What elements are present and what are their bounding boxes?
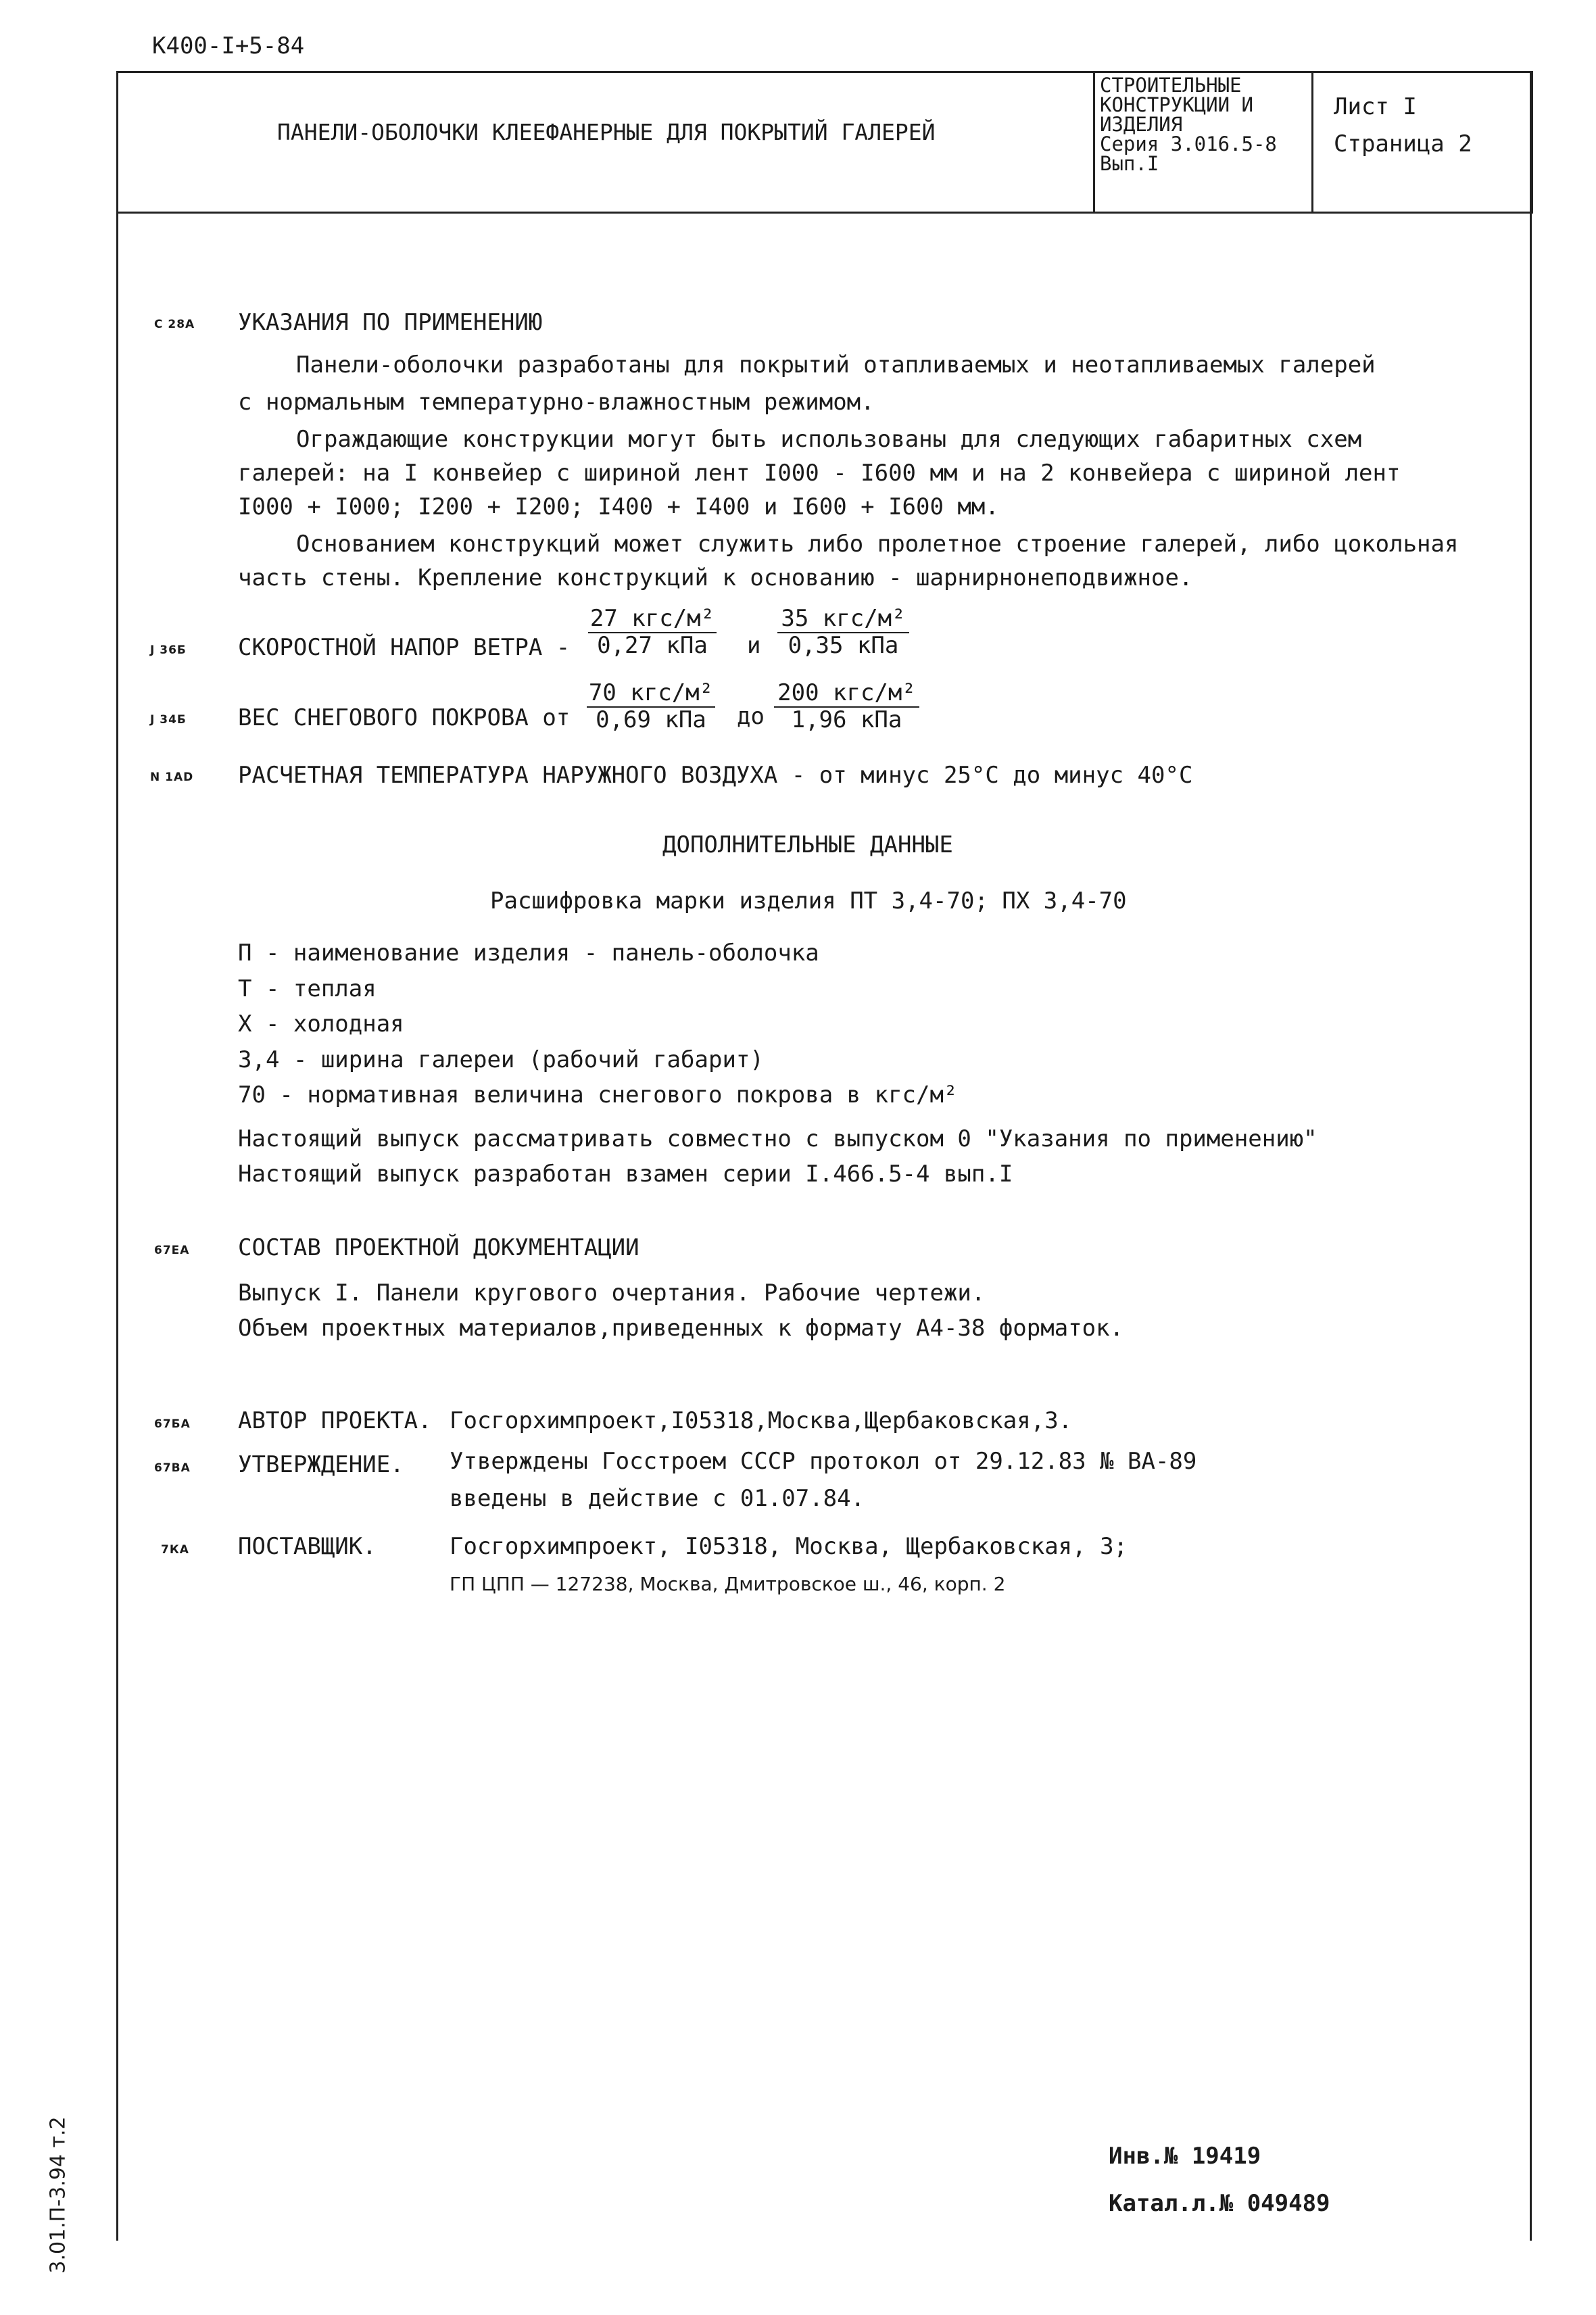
wind-fraction	[588, 605, 717, 658]
fraction-denominator: 0,27 кПа	[597, 632, 708, 659]
document-code: К400-I+5-84	[152, 32, 305, 59]
supplier-label: ПОСТАВЩИК.	[238, 1533, 377, 1560]
page-number: Страница 2	[1334, 130, 1472, 157]
fraction-denominator: 0,35 кПа	[788, 632, 899, 659]
classification-code: J 36Б	[150, 643, 187, 657]
title-block-divider	[1093, 73, 1095, 212]
series-line: КОНСТРУКЦИИ И	[1100, 93, 1253, 116]
series-line: Вып.I	[1100, 152, 1159, 175]
paragraph-line: Объем проектных материалов,приведенных к формату А4-38 форматок.	[238, 1315, 1124, 1342]
snow-fraction	[587, 679, 715, 732]
classification-code: 67ЕА	[154, 1244, 190, 1257]
approval-label: УТВЕРЖДЕНИЕ.	[238, 1451, 404, 1478]
classification-code: 67БА	[154, 1417, 191, 1431]
series-line: ИЗДЕЛИЯ	[1100, 113, 1183, 136]
list-item: 3,4 - ширина галереи (рабочий габарит)	[238, 1046, 764, 1073]
paragraph-line: часть стены. Крепление конструкций к основанию - шарнирнонеподвижное.	[238, 564, 1193, 591]
paragraph-line: с нормальным температурно-влажностным режимом.	[238, 389, 875, 416]
note-line: Настоящий выпуск рассматривать совместно с выпуском 0 "Указания по применению"	[238, 1125, 1317, 1152]
series-line: Серия 3.016.5-8	[1100, 132, 1277, 155]
paragraph-line: Основанием конструкций может служить либо пролетное строение галерей, либо цокольная	[296, 531, 1459, 558]
snow-to: до	[737, 703, 765, 730]
classification-code: 67ВА	[154, 1461, 191, 1475]
note-line: Настоящий выпуск разработан взамен серии I.466.5-4 вып.I	[238, 1161, 1013, 1188]
classification-code: 7КА	[161, 1543, 189, 1557]
author-value: Госгорхимпроект,I05318,Москва,Щербаковская,3.	[450, 1407, 1073, 1434]
author-label: АВТОР ПРОЕКТА.	[238, 1407, 432, 1434]
side-stamp: 3.01.П-3.94 т.2	[46, 2116, 70, 2274]
series-line: СТРОИТЕЛЬНЫЕ	[1100, 74, 1242, 97]
title-block	[116, 71, 1533, 214]
section-heading: ДОПОЛНИТЕЛЬНЫЕ ДАННЫЕ	[662, 831, 953, 858]
classification-code: J 34Б	[150, 713, 187, 727]
list-item: П - наименование изделия - панель-оболочка	[238, 940, 819, 967]
catalog-number: Катал.л.№ 049489	[1109, 2190, 1330, 2217]
frame-right-border	[1530, 71, 1532, 2241]
wind-and: и	[747, 632, 761, 659]
fraction-numerator: 70 кгс/м²	[588, 679, 714, 706]
approval-line: введены в действие с 01.07.84.	[450, 1485, 865, 1512]
document-title: ПАНЕЛИ-ОБОЛОЧКИ КЛЕЕФАНЕРНЫЕ ДЛЯ ПОКРЫТИЙ ГАЛЕРЕЙ	[277, 119, 936, 145]
approval-line: Утверждены Госстроем СССР протокол от 29.12.83 № ВА-89	[450, 1448, 1197, 1475]
list-item: Х - холодная	[238, 1010, 404, 1038]
section-heading: УКАЗАНИЯ ПО ПРИМЕНЕНИЮ	[238, 309, 543, 336]
frame-left-border	[116, 71, 118, 2241]
paragraph-line: Выпуск I. Панели кругового очертания. Рабочие чертежи.	[238, 1280, 986, 1307]
fraction-denominator: 1,96 кПа	[791, 706, 902, 733]
fraction-numerator: 27 кгс/м²	[589, 605, 715, 632]
series-info	[1100, 76, 1277, 174]
classification-code: С 28А	[154, 318, 195, 331]
list-item: Т - теплая	[238, 975, 377, 1002]
snow-label: ВЕС СНЕГОВОГО ПОКРОВА от	[238, 704, 571, 731]
fraction-denominator: 0,69 кПа	[596, 706, 706, 733]
paragraph-line: I000 + I000; I200 + I200; I400 + I400 и I600 + I600 мм.	[238, 493, 999, 520]
title-block-divider	[1311, 73, 1313, 212]
supplier-line: ГП ЦПП — 127238, Москва, Дмитровское ш., 46, корп. 2	[450, 1573, 1006, 1595]
fraction-numerator: 35 кгс/м²	[781, 605, 906, 632]
section-heading: СОСТАВ ПРОЕКТНОЙ ДОКУМЕНТАЦИИ	[238, 1234, 639, 1261]
section-subheading: Расшифровка марки изделия ПТ 3,4-70; ПХ 3,4-70	[490, 887, 1127, 915]
wind-label: СКОРОСТНОЙ НАПОР ВЕТРА -	[238, 634, 571, 661]
paragraph-line: Ограждающие конструкции могут быть использованы для следующих габаритных схем	[296, 426, 1362, 453]
sheet-number: Лист I	[1334, 93, 1417, 120]
list-item: 70 - нормативная величина снегового покрова в кгс/м²	[238, 1081, 958, 1108]
inventory-number: Инв.№ 19419	[1109, 2143, 1261, 2170]
temperature-line: РАСЧЕТНАЯ ТЕМПЕРАТУРА НАРУЖНОГО ВОЗДУХА - от минус 25°С до минус 40°С	[238, 762, 1193, 789]
classification-code: N 1АD	[150, 771, 194, 784]
snow-fraction	[774, 679, 919, 732]
paragraph-line: галерей: на I конвейер с шириной лент I000 - I600 мм и на 2 конвейера с шириной лент	[238, 460, 1401, 487]
paragraph-line: Панели-оболочки разработаны для покрытий отапливаемых и неотапливаемых галерей	[296, 351, 1376, 379]
wind-fraction	[777, 605, 909, 658]
fraction-numerator: 200 кгс/м²	[777, 679, 916, 706]
supplier-line: Госгорхимпроект, I05318, Москва, Щербаковская, 3;	[450, 1533, 1128, 1560]
